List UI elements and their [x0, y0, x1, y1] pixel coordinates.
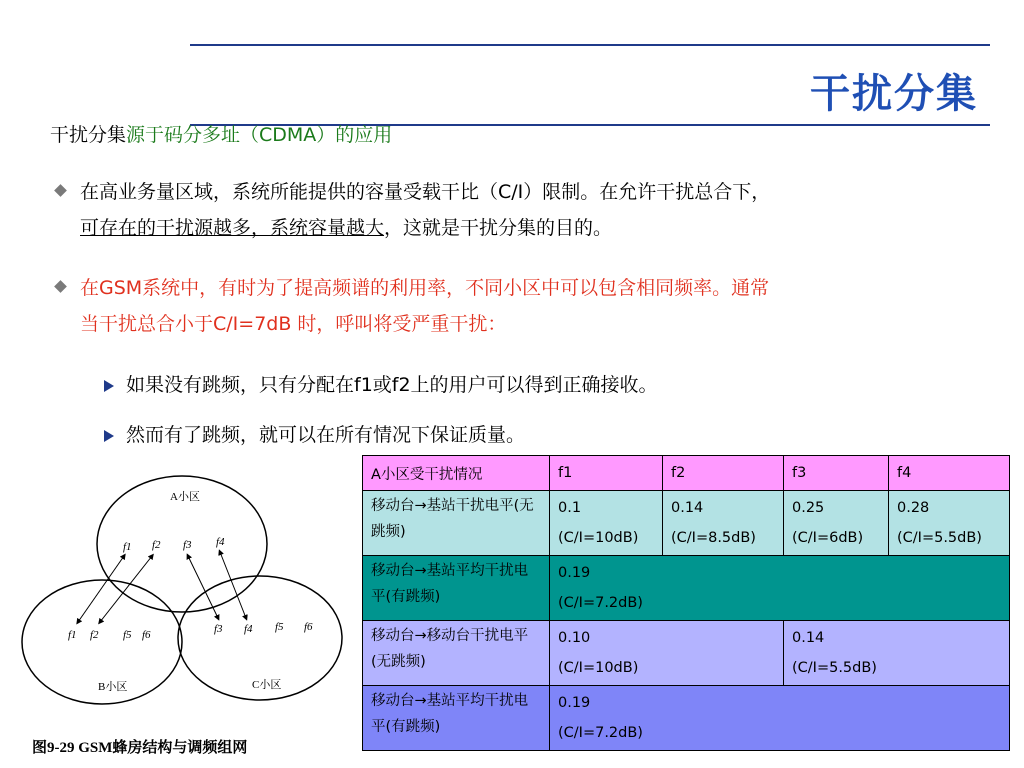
sub2-text: 然而有了跳频，就可以在所有情况下保证质量。	[126, 424, 526, 446]
table-row	[363, 556, 1010, 621]
row-label: 移动台→基站平均干扰电平(有跳频)	[363, 556, 550, 621]
row-label: 移动台→移动台干扰电平(无跳频)	[363, 621, 550, 686]
b-freq-6: f6	[142, 629, 151, 641]
b-freq-5: f5	[123, 629, 132, 641]
b-freq-1: f1	[68, 629, 77, 641]
bullet2-line1: 在GSM系统中，有时为了提高频谱的利用率，不同小区中可以包含相同频率。通常	[80, 277, 770, 299]
a-freq-3: f3	[183, 539, 192, 551]
table-cell: 0.28 (C/I=5.5dB)	[889, 491, 1010, 556]
header-cell: f2	[663, 456, 784, 491]
diamond-bullet-icon	[54, 184, 67, 197]
table-cell: 0.1 (C/I=10dB)	[550, 491, 663, 556]
cell-b-label: B小区	[98, 681, 128, 693]
intro-line	[50, 120, 392, 147]
b-freq-2: f2	[90, 629, 99, 641]
header-cell: A小区受干扰情况	[363, 456, 550, 491]
bullet1-rest: ，这就是干扰分集的目的。	[384, 217, 613, 239]
figure-caption: 图9-29 GSM蜂房结构与调频组网	[32, 740, 248, 756]
table-cell: 0.19 (C/I=7.2dB)	[550, 556, 1010, 621]
a-freq-4: f4	[216, 536, 225, 548]
header-cell: f4	[889, 456, 1010, 491]
sub-bullet-1	[104, 370, 658, 400]
table-cell: 0.14 (C/I=5.5dB)	[784, 621, 1010, 686]
bullet-gsm	[56, 270, 1006, 342]
page-title: 干扰分集	[810, 71, 978, 117]
table-header-row	[363, 456, 1010, 491]
bullet2-line2: 当干扰总合小于C/I=7dB 时，呼叫将受严重干扰：	[80, 313, 507, 335]
table-cell: 0.14 (C/I=8.5dB)	[663, 491, 784, 556]
cell-diagram	[20, 470, 350, 730]
table-row	[363, 686, 1010, 751]
header-cell: f1	[550, 456, 663, 491]
table-cell: 0.19 (C/I=7.2dB)	[550, 686, 1010, 751]
table-cell: 0.10 (C/I=10dB)	[550, 621, 784, 686]
sub1-text: 如果没有跳频，只有分配在f1或f2上的用户可以得到正确接收。	[126, 374, 658, 396]
bullet1-line2	[80, 210, 1006, 246]
arrow-a4-c4	[220, 552, 246, 618]
bullet-capacity	[56, 174, 1006, 246]
c-freq-4: f4	[244, 623, 253, 635]
diamond-bullet-icon	[54, 280, 67, 293]
bullet1-underlined: 可存在的干扰源越多，系统容量越大	[80, 217, 385, 239]
triangle-bullet-icon	[104, 380, 114, 392]
c-freq-3: f3	[214, 623, 223, 635]
row-label: 移动台→基站干扰电平(无跳频)	[363, 491, 550, 556]
intro-highlight: 源于码分多址（CDMA）的应用	[126, 124, 393, 146]
table-cell: 0.25 (C/I=6dB)	[784, 491, 889, 556]
header-cell: f3	[784, 456, 889, 491]
table-row	[363, 621, 1010, 686]
c-freq-6: f6	[304, 621, 313, 633]
row-label: 移动台→基站平均干扰电平(有跳频)	[363, 686, 550, 751]
table-row	[363, 491, 1010, 556]
cell-a-label: A小区	[170, 491, 200, 503]
a-freq-2: f2	[152, 539, 161, 551]
triangle-bullet-icon	[104, 430, 114, 442]
intro-prefix: 干扰分集	[50, 124, 127, 146]
c-freq-5: f5	[275, 621, 284, 633]
interference-table	[362, 455, 1010, 751]
top-rule	[190, 44, 990, 46]
bullet1-line1: 在高业务量区域，系统所能提供的容量受载干比（C/I）限制。在允许干扰总合下，	[80, 181, 771, 203]
sub-bullet-2	[104, 420, 525, 450]
a-freq-1: f1	[123, 541, 132, 553]
cell-c-label: C小区	[252, 679, 282, 691]
